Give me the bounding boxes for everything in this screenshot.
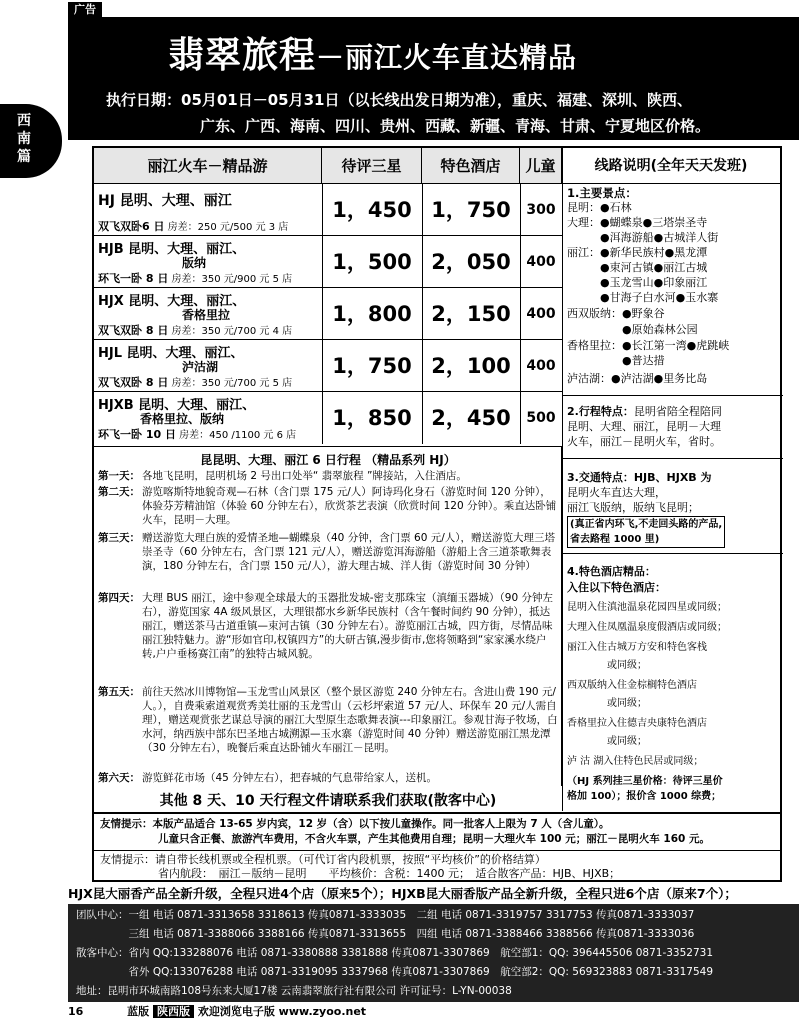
side-label bbox=[0, 104, 62, 178]
header-name: 丽江火车－精品游 bbox=[94, 148, 322, 184]
itinerary-day: 第四天： 大理 BUS 丽江，途中参观全球最大的玉器批发城-密支那珠宝（滇缅玉器城）（90 分钟左右），游览国家 4A 级风景区，大理银都水乡新华民族村（含午餐时间约 90 分钟），抵达丽江，赠送茶马古道重镇—束河古镇（30 分钟左右）。游览丽江古城，四方街，尽情品味丽江独特魅力。游“形如官印,权镇四方”的大研古镇,漫步街市,您将领略到“家家溪水绕户转,户户垂杨赛江南”的独特古城风貌。 bbox=[98, 592, 553, 660]
edition-box: 陕西版 bbox=[153, 1005, 194, 1018]
notes-s5-line: （HJ 系列挂三星价格：待评三星价 bbox=[567, 776, 723, 787]
notes-s3-line: 丽江飞版纳，版纳飞昆明； bbox=[567, 501, 699, 514]
contact-line: 三组 电话 0871-3388066 3388166 传真0871-3313655 四组 电话 0871-3388466 3388566 传真0871-3333036 bbox=[76, 928, 695, 940]
tour-price-2: 2，100 bbox=[431, 354, 511, 378]
notes-s1-line: ●洱海游船●古城洋人街 bbox=[567, 231, 719, 244]
notes-s2-line: 火车，丽江－昆明火车，省时。 bbox=[567, 435, 721, 448]
tour-row bbox=[94, 236, 562, 288]
notes-s3-title: 3.交通特点：HJB、HJXB 为 bbox=[567, 471, 712, 484]
tour-price-2: 1，750 bbox=[431, 198, 511, 222]
tour-name: HJL 昆明、大理、丽江、 bbox=[98, 346, 244, 361]
contacts bbox=[68, 904, 799, 1002]
contact-line: 团队中心：一组 电话 0871-3313658 3318613 传真0871-3333035 二组 电话 0871-3319757 3317753 传真0871-3333037 bbox=[76, 909, 695, 921]
tour-child: 500 bbox=[526, 410, 556, 426]
tour-price-1: 1，850 bbox=[332, 406, 412, 430]
tip-line: 友情提示：本版产品适合 13-65 岁内宾，12 岁（含）以下按儿童操作。同一批客人上限为 7 人（含儿童）。 bbox=[100, 818, 610, 830]
side-char-1: 西 bbox=[17, 113, 31, 129]
tip-line: 儿童只含正餐、旅游汽车费用，不含火车票，产生其他费用自理；昆明－大理火车 100 元；丽江－昆明火车 160 元。 bbox=[158, 833, 710, 845]
banner bbox=[68, 19, 799, 140]
notes-s1-line: ●玉龙雪山●印象丽江 bbox=[567, 276, 708, 289]
upgrade-note: HJX昆大丽香产品全新升级，全程只进4个店（原来5个）；HJXB昆大丽香版产品全新升级，全程只进6个店（原来7个）； bbox=[68, 886, 737, 901]
notes-s2-title: 2.行程特点：昆明省陪全程陪同 bbox=[567, 405, 722, 418]
tour-name: HJB 昆明、大理、丽江、 bbox=[98, 242, 246, 257]
route-notes bbox=[562, 148, 782, 811]
notes-s2-line: 昆明、大理、丽江，昆明－大理 bbox=[567, 420, 721, 433]
notes-s4-line: 或同级； bbox=[567, 698, 647, 709]
notes-s4-line: 或同级； bbox=[567, 736, 647, 747]
itinerary bbox=[94, 446, 562, 786]
tour-info: 双飞双卧 8 日 房差：350 元/700 元 5 店 bbox=[98, 376, 293, 389]
footer bbox=[68, 1003, 799, 1017]
tour-price-1: 1，750 bbox=[332, 354, 412, 378]
more-itineraries-note: 其他 8 天、10 天行程文件请联系我们获取(散客中心) bbox=[159, 793, 497, 809]
notes-s1-line: ●甘海子白水河●玉水寨 bbox=[567, 291, 719, 304]
tour-name: HJXB 昆明、大理、丽江、 bbox=[98, 398, 256, 413]
tour-child: 300 bbox=[526, 202, 556, 218]
notes-s1-line: 香格里拉：●长江第一湾●虎跳峡 bbox=[567, 339, 730, 352]
tour-row bbox=[94, 340, 562, 392]
itinerary-day: 第六天： 游览鲜花市场（45 分钟左右），把春城的气息带给家人，送机。 bbox=[98, 772, 437, 784]
tour-name-2: 泸沽湖 bbox=[182, 360, 219, 374]
side-char-2: 南 bbox=[17, 131, 31, 147]
tip-line: 省内航段： 丽江－版纳－昆明 平均核价：含税：1400 元； 适合散客产品：HJB、HJXB； bbox=[158, 867, 621, 880]
header-price-2: 特色酒店 bbox=[422, 148, 520, 184]
notes-s4-line: 香格里拉入住德吉央康特色酒店 bbox=[567, 718, 707, 729]
notes-s1-line: 昆明：●石林 bbox=[567, 201, 632, 214]
tour-name-2: 香格里拉、版纳 bbox=[140, 412, 225, 426]
tour-child: 400 bbox=[526, 358, 556, 374]
notes-s1-line: ●普达措 bbox=[567, 354, 665, 367]
tour-price-2: 2，150 bbox=[431, 302, 511, 326]
notes-s4-line: 大理入住凤凰温泉度假酒店或同级； bbox=[567, 622, 727, 633]
notes-s1-title: 1.主要景点： bbox=[567, 186, 637, 200]
tour-price-2: 2，450 bbox=[431, 406, 511, 430]
tour-price-1: 1，500 bbox=[332, 250, 412, 274]
tour-row bbox=[94, 392, 562, 446]
itinerary-day: 第二天： 游览喀斯特地貌奇观—石林（含门票 175 元/人）阿诗玛化身石（游览时间 120 分钟），体验芬芳精油馆（体验 60 分钟左右），欣赏茶艺表演（欣赏时间 120 分钟）。乘直达卧铺火车，昆明－大理。 bbox=[98, 486, 557, 526]
tour-info: 双飞双卧6 日 房差：250 元/500 元 3 店 bbox=[98, 220, 289, 233]
header-child: 儿童 bbox=[520, 148, 562, 184]
itinerary-day: 第一天： 各地飞昆明，昆明机场 2 号出口处举“ 翡翠旅程 ”牌接站，入住酒店。 bbox=[98, 470, 467, 482]
banner-title: 翡翠旅程－丽江火车直达精品 bbox=[168, 35, 578, 76]
notes-s3-line: 昆明火车直达大理， bbox=[567, 486, 666, 499]
tour-child: 400 bbox=[526, 254, 556, 270]
tour-child: 400 bbox=[526, 306, 556, 322]
notes-s1-line: 大理：●蝴蝶泉●三塔崇圣寺 bbox=[567, 216, 708, 229]
notes-s1-line: ●原始森林公园 bbox=[567, 323, 698, 336]
notes-s5-line: 格加 100）；报价含 1000 综费； bbox=[567, 791, 722, 802]
notes-s4-line: 泸 沽 湖入住特色民居或同级； bbox=[567, 756, 704, 767]
tips-box-1 bbox=[94, 812, 780, 848]
tour-name: HJ 昆明、大理、丽江 bbox=[98, 193, 232, 209]
page-number: 16 bbox=[68, 1005, 84, 1018]
notes-s4-line: 昆明入住滇池温泉花园四星或同级； bbox=[567, 602, 727, 613]
notes-s3-box: (真正省内环飞,不走回头路的产品, 省去路程 1000 里) bbox=[567, 516, 725, 548]
notes-s4-title: 4.特色酒店精品： bbox=[567, 565, 656, 578]
header-route: 线路说明(全年天天发班) bbox=[562, 148, 780, 184]
tour-info: 双飞双卧 8 日 房差：350 元/700 元 4 店 bbox=[98, 324, 293, 337]
tour-info: 环飞一卧 8 日 房差：350 元/900 元 5 店 bbox=[98, 272, 293, 285]
tour-price-1: 1，800 bbox=[332, 302, 412, 326]
header-price-1: 待评三星 bbox=[322, 148, 422, 184]
notes-s4-line: 或同级； bbox=[567, 660, 647, 671]
notes-s1-line: 丽江：●新华民族村●黑龙潭 bbox=[567, 246, 708, 259]
notes-s1-line: 泸沽湖：●泸沽湖●里务比岛 bbox=[567, 372, 708, 385]
tour-price-2: 2，050 bbox=[431, 250, 511, 274]
tour-info: 环飞一卧 10 日 房差：450 /1100 元 6 店 bbox=[98, 428, 297, 441]
notes-s1-line: ●束河古镇●丽江古城 bbox=[567, 261, 708, 274]
tour-name-2: 香格里拉 bbox=[182, 308, 231, 322]
tour-price-1: 1，450 bbox=[332, 198, 412, 222]
contact-line: 散客中心：省内 QQ:133288076 电话 0871-3380888 3381888 传真0871-3307869 航空部1：QQ: 396445506 0871-3352731 bbox=[76, 947, 714, 959]
ad-tag: 广告 bbox=[68, 2, 102, 18]
tour-name-2: 版纳 bbox=[182, 256, 207, 270]
tips-box-2 bbox=[94, 850, 780, 882]
period-line-1: 执行日期：05月01日－05月31日（以长线出发日期为准），重庆、福建、深圳、陕西、 bbox=[106, 91, 692, 109]
contact-line: 地址：昆明市环城南路108号东来大厦17楼 云南翡翠旅行社有限公司 许可证号：L-YN-00038 bbox=[76, 985, 512, 997]
website-text[interactable]: 欢迎浏览电子版 www.zyoo.net bbox=[197, 1005, 367, 1018]
tour-row bbox=[94, 184, 562, 236]
itinerary-day: 第五天： 前往天然冰川博物馆—玉龙雪山风景区（整个景区游览 240 分钟左右。含进山费 190 元/人。），自费乘索道观赏秀美壮丽的玉龙雪山（云杉坪索道 57 元/人、环保车 20 元/人需自理），赠送观赏张艺谋总导演的丽江大型原生态歌舞表演---印象丽江。参观甘海子牧场，白水河，纳西族中部东巴圣地古城溯源—玉水寨（游览时间 40 分钟）赠送游览丽江黑龙潭（30 分钟左右），晚餐后乘直达卧铺火车丽江－昆明。 bbox=[98, 686, 558, 754]
edition-label: 蓝版 bbox=[127, 1005, 150, 1018]
contact-line: 省外 QQ:133076288 电话 0871-3319095 3337968 传真0871-3307869 航空部2：QQ: 569323883 0871-3317549 bbox=[76, 966, 714, 978]
notes-s4-line: 丽江入住古城万方安和特色客栈 bbox=[567, 642, 707, 653]
period-line-2: 广东、广西、海南、四川、贵州、西藏、新疆、青海、甘肃、宁夏地区价格。 bbox=[200, 117, 711, 135]
side-char-3: 篇 bbox=[17, 149, 31, 165]
notes-s4-line: 入住以下特色酒店： bbox=[567, 581, 666, 594]
tour-row bbox=[94, 288, 562, 340]
notes-s4-line: 西双版纳入住金棕榈特色酒店 bbox=[567, 680, 697, 691]
tip-line: 友情提示：请自带长线机票或全程机票。（可代订省内段机票，按照“平均核价”的价格结算） bbox=[100, 853, 546, 866]
itinerary-day: 第三天： 赠送游览大理白族的爱情圣地—蝴蝶泉（40 分钟，含门票 60 元/人），赠送游览大理三塔崇圣寺（60 分钟左右，含门票 121 元/人），赠送游览洱海游船（游船上含三道茶歌舞表演，180 分钟左右，含门票 150 元/人），游大理古城、洋人街（游览时间 30 分钟） bbox=[98, 532, 556, 572]
itinerary-title: 昆昆明、大理、丽江 6 日行程 （精品系列 HJ） bbox=[200, 453, 456, 467]
price-table bbox=[92, 146, 782, 882]
tour-name: HJX 昆明、大理、丽江、 bbox=[98, 294, 246, 309]
notes-s1-line: 西双版纳：●野象谷 bbox=[567, 307, 665, 320]
